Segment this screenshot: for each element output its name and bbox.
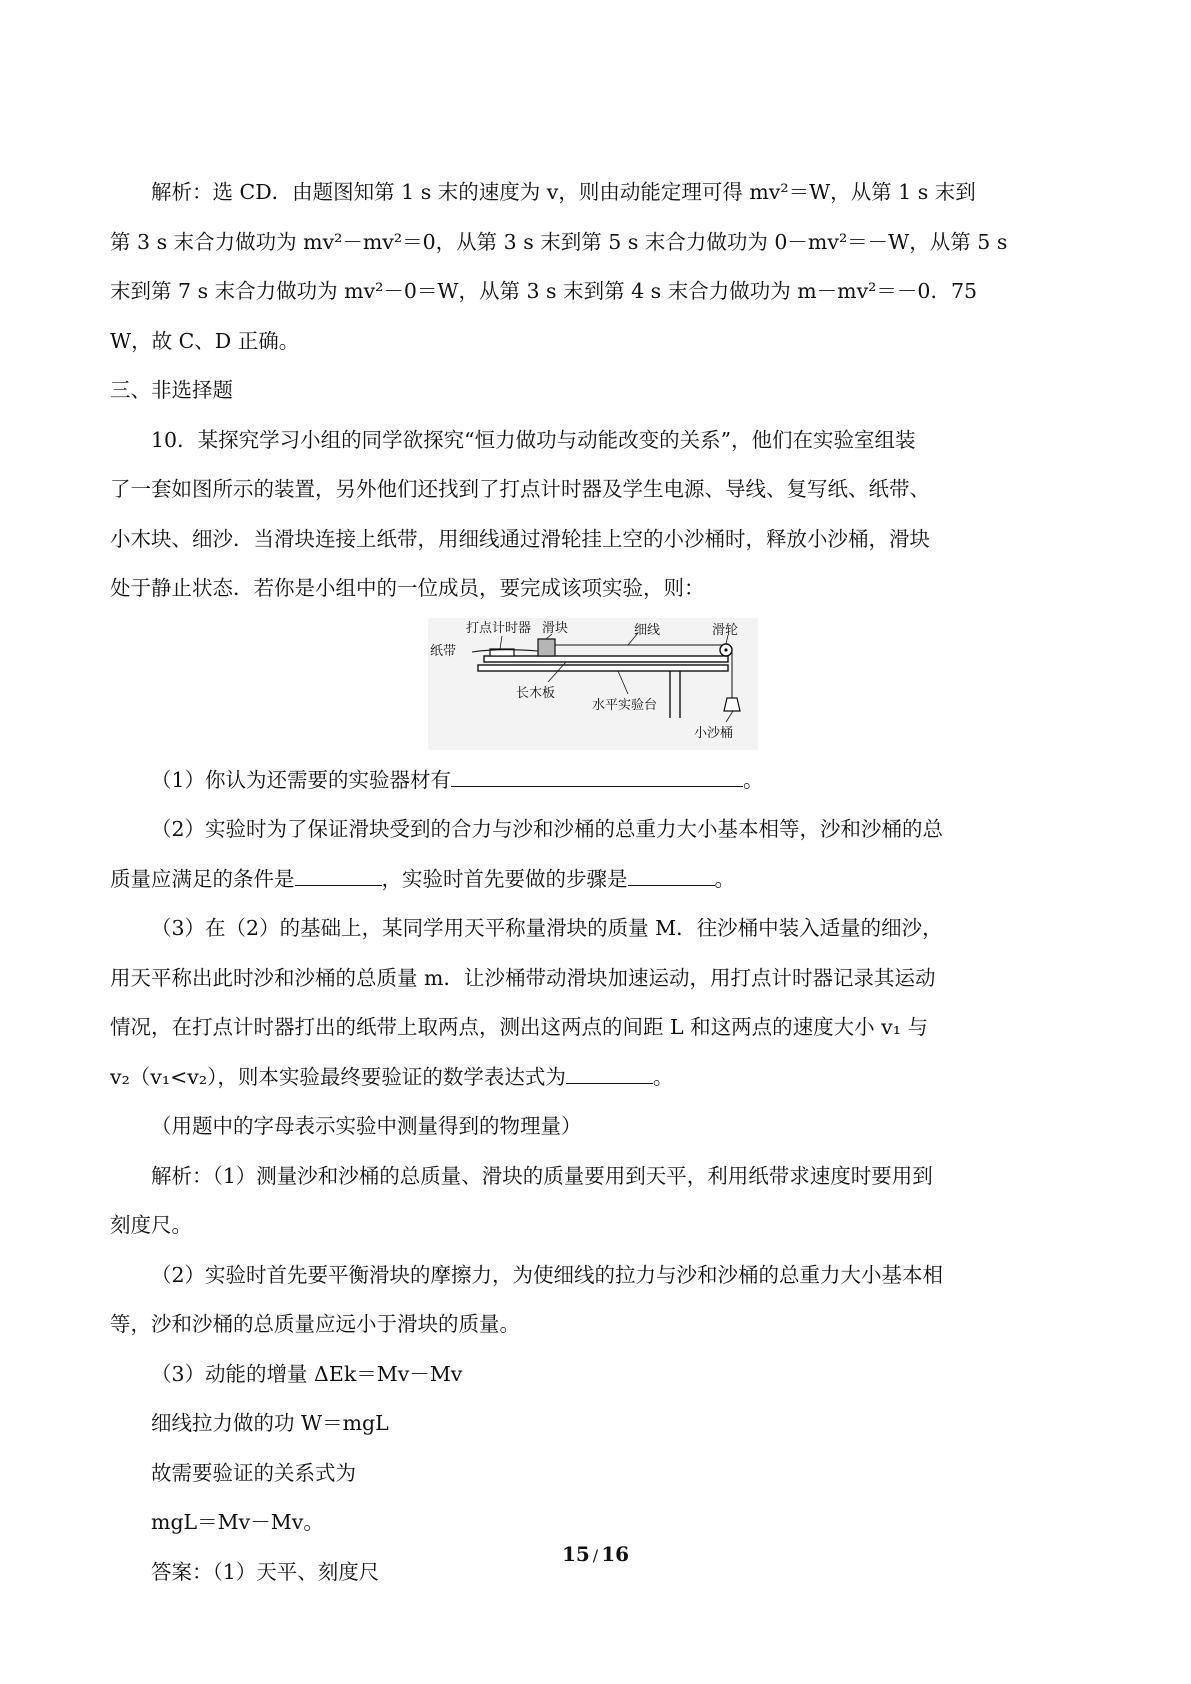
label-table: 水平实验台 bbox=[592, 697, 658, 713]
q10-stem-line-4: 处于静止状态．若你是小组中的一位成员，要完成该项实验，则： bbox=[110, 576, 705, 600]
page-total: 16 bbox=[601, 1542, 630, 1566]
label-pulley: 滑轮 bbox=[712, 622, 739, 638]
q10-sub2-text-b: ，实验时首先要做的步骤是 bbox=[381, 866, 628, 891]
label-timer: 打点计时器 bbox=[466, 620, 532, 636]
table-top bbox=[478, 665, 728, 671]
q10-stem-line-1: 10．某探究学习小组的同学欲探究“恒力做功与动能改变的关系”，他们在实验室组装 bbox=[151, 427, 916, 452]
q10-sub2-line-2 bbox=[110, 855, 1100, 905]
q10-sub3-line-3: 情况，在打点计时器打出的纸带上取两点，测出这两点的间距 L 和这两点的速度大小 v₁ 与 bbox=[110, 1015, 928, 1039]
section-title: 三、非选择题 bbox=[110, 378, 233, 402]
q10-sub3-end: 。 bbox=[652, 1064, 674, 1089]
analysis10-a1-line-1: 解析：（1）测量沙和沙桶的总质量、滑块的质量要用到天平，利用纸带求速度时要用到 bbox=[151, 1163, 933, 1188]
label-bucket: 小沙桶 bbox=[694, 725, 734, 741]
label-board: 长木板 bbox=[516, 685, 556, 701]
analysis10-a3-line-4: mgL＝Mv－Mv。 bbox=[151, 1510, 324, 1534]
analysis9-line-1: 解析：选 CD．由题图知第 1 s 末的速度为 v，则由动能定理可得 mv²＝W，从第 1 s 末到 bbox=[151, 180, 976, 204]
q10-sub2-blank-2 bbox=[628, 861, 715, 886]
apparatus-figure bbox=[428, 618, 758, 750]
label-tape: 纸带 bbox=[430, 643, 457, 659]
slider-block bbox=[538, 639, 555, 656]
q10-sub3-line-2: 用天平称出此时沙和沙桶的总质量 m．让沙桶带动滑块加速运动，用打点计时器记录其运动 bbox=[110, 965, 936, 990]
long-board bbox=[484, 656, 728, 662]
analysis10-a3-line-1: （3）动能的增量 ΔEk＝Mv－Mv bbox=[151, 1361, 463, 1386]
q10-sub1 bbox=[110, 756, 1100, 806]
analysis10-a3-line-3: 故需要验证的关系式为 bbox=[151, 1460, 356, 1485]
label-thread: 细线 bbox=[634, 622, 661, 638]
answer-line: 答案：（1）天平、刻度尺 bbox=[151, 1559, 380, 1584]
q10-sub2-end: 。 bbox=[714, 866, 735, 891]
q10-sub2-line-1: （2）实验时为了保证滑块受到的合力与沙和沙桶的总重力大小基本相等，沙和沙桶的总 bbox=[151, 817, 944, 841]
q10-sub3-line-1: （3）在（2）的基础上，某同学用天平称量滑块的质量 M．往沙桶中装入适量的细沙， bbox=[151, 916, 943, 940]
label-slider: 滑块 bbox=[542, 620, 569, 636]
q10-sub1-blank bbox=[451, 762, 743, 787]
analysis10-a1-line-2: 刻度尺。 bbox=[110, 1213, 192, 1237]
q10-sub1-end: 。 bbox=[743, 767, 764, 792]
q10-sub2-blank-1 bbox=[295, 861, 382, 886]
sand-bucket bbox=[724, 698, 740, 711]
q10-stem-line-3: 小木块、细沙．当滑块连接上纸带，用细线通过滑轮挂上空的小沙桶时，释放小沙桶，滑块 bbox=[110, 526, 930, 551]
page-separator: / bbox=[592, 1546, 599, 1565]
q10-sub3-note: （用题中的字母表示实验中测量得到的物理量） bbox=[151, 1114, 582, 1138]
q10-sub2-text-a: 质量应满足的条件是 bbox=[110, 866, 295, 891]
q10-sub3-blank bbox=[566, 1059, 653, 1084]
analysis9-line-2: 第 3 s 末合力做功为 mv²－mv²＝0，从第 3 s 末到第 5 s 末合力做功为 0－mv²＝－W，从第 5 s bbox=[110, 229, 1008, 254]
page-number bbox=[0, 1542, 1191, 1566]
q10-stem-line-2: 了一套如图所示的装置，另外他们还找到了打点计时器及学生电源、导线、复写纸、纸带、 bbox=[110, 477, 930, 501]
page-current: 15 bbox=[561, 1542, 590, 1566]
analysis9-line-4: W，故 C、D 正确。 bbox=[110, 328, 300, 353]
analysis9-line-3: 末到第 7 s 末合力做功为 mv²－0＝W，从第 3 s 末到第 4 s 末合力做功为 m－mv²＝－0．75 bbox=[110, 279, 978, 303]
q10-sub3-line-4 bbox=[110, 1053, 1100, 1103]
analysis10-a3-line-2: 细线拉力做的功 W＝mgL bbox=[151, 1411, 389, 1435]
page-content bbox=[110, 168, 1100, 1597]
analysis10-a2-line-1: （2）实验时首先要平衡滑块的摩擦力，为使细线的拉力与沙和沙桶的总重力大小基本相 bbox=[151, 1262, 944, 1287]
analysis10-a2-line-2: 等，沙和沙桶的总质量应远小于滑块的质量。 bbox=[110, 1312, 520, 1336]
q10-sub3-text: v₂（v₁<v₂），则本实验最终要验证的数学表达式为 bbox=[110, 1064, 566, 1089]
q10-sub1-text: （1）你认为还需要的实验器材有 bbox=[151, 767, 452, 792]
